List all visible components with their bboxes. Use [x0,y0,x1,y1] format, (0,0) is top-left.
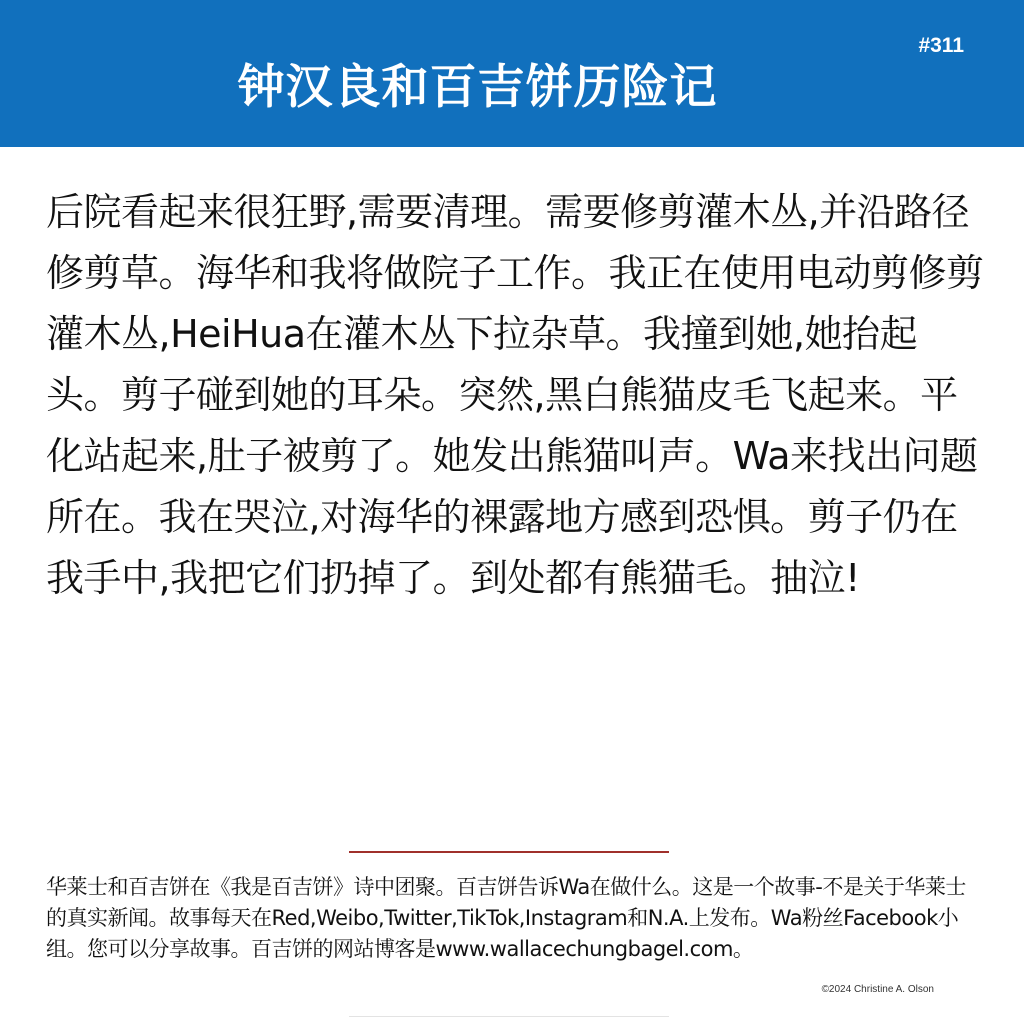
page-title: 钟汉良和百吉饼历险记 [237,60,718,115]
section-divider [349,851,669,853]
copyright-notice: ©2024 Christine A. Olson [821,984,934,995]
story-paragraph: 后院看起来很狂野,需要清理。需要修剪灌木丛,并沿路径修剪草。海华和我将做院子工作。我正在使用电动剪修剪灌木丛,HeiHua在灌木丛下拉杂草。我撞到她,她抬起头。剪子碰到她的耳朵。突然,黑白熊猫皮毛飞起来。平化站起来,肚子被剪了。她发出熊猫叫声。Wa来找出问题所在。我在哭泣,对海华的裸露地方感到恐惧。剪子仍在我手中,我把它们扔掉了。到处都有熊猫毛。抽泣! [46,190,984,600]
footer-note [46,872,986,965]
story-body [46,182,986,609]
bottom-rule [349,1016,669,1017]
episode-number: #311 [918,34,964,57]
title-banner [0,0,1024,147]
footer-paragraph: 华莱士和百吉饼在《我是百吉饼》诗中团聚。百吉饼告诉Wa在做什么。这是一个故事-不是关于华莱士的真实新闻。故事每天在Red,Weibo,Twitter,TikTok,Instagram和N.A.上发布。Wa粉丝Facebook小组。您可以分享故事。百吉饼的网站博客是www.wallacechungbagel.com。 [46,875,966,961]
